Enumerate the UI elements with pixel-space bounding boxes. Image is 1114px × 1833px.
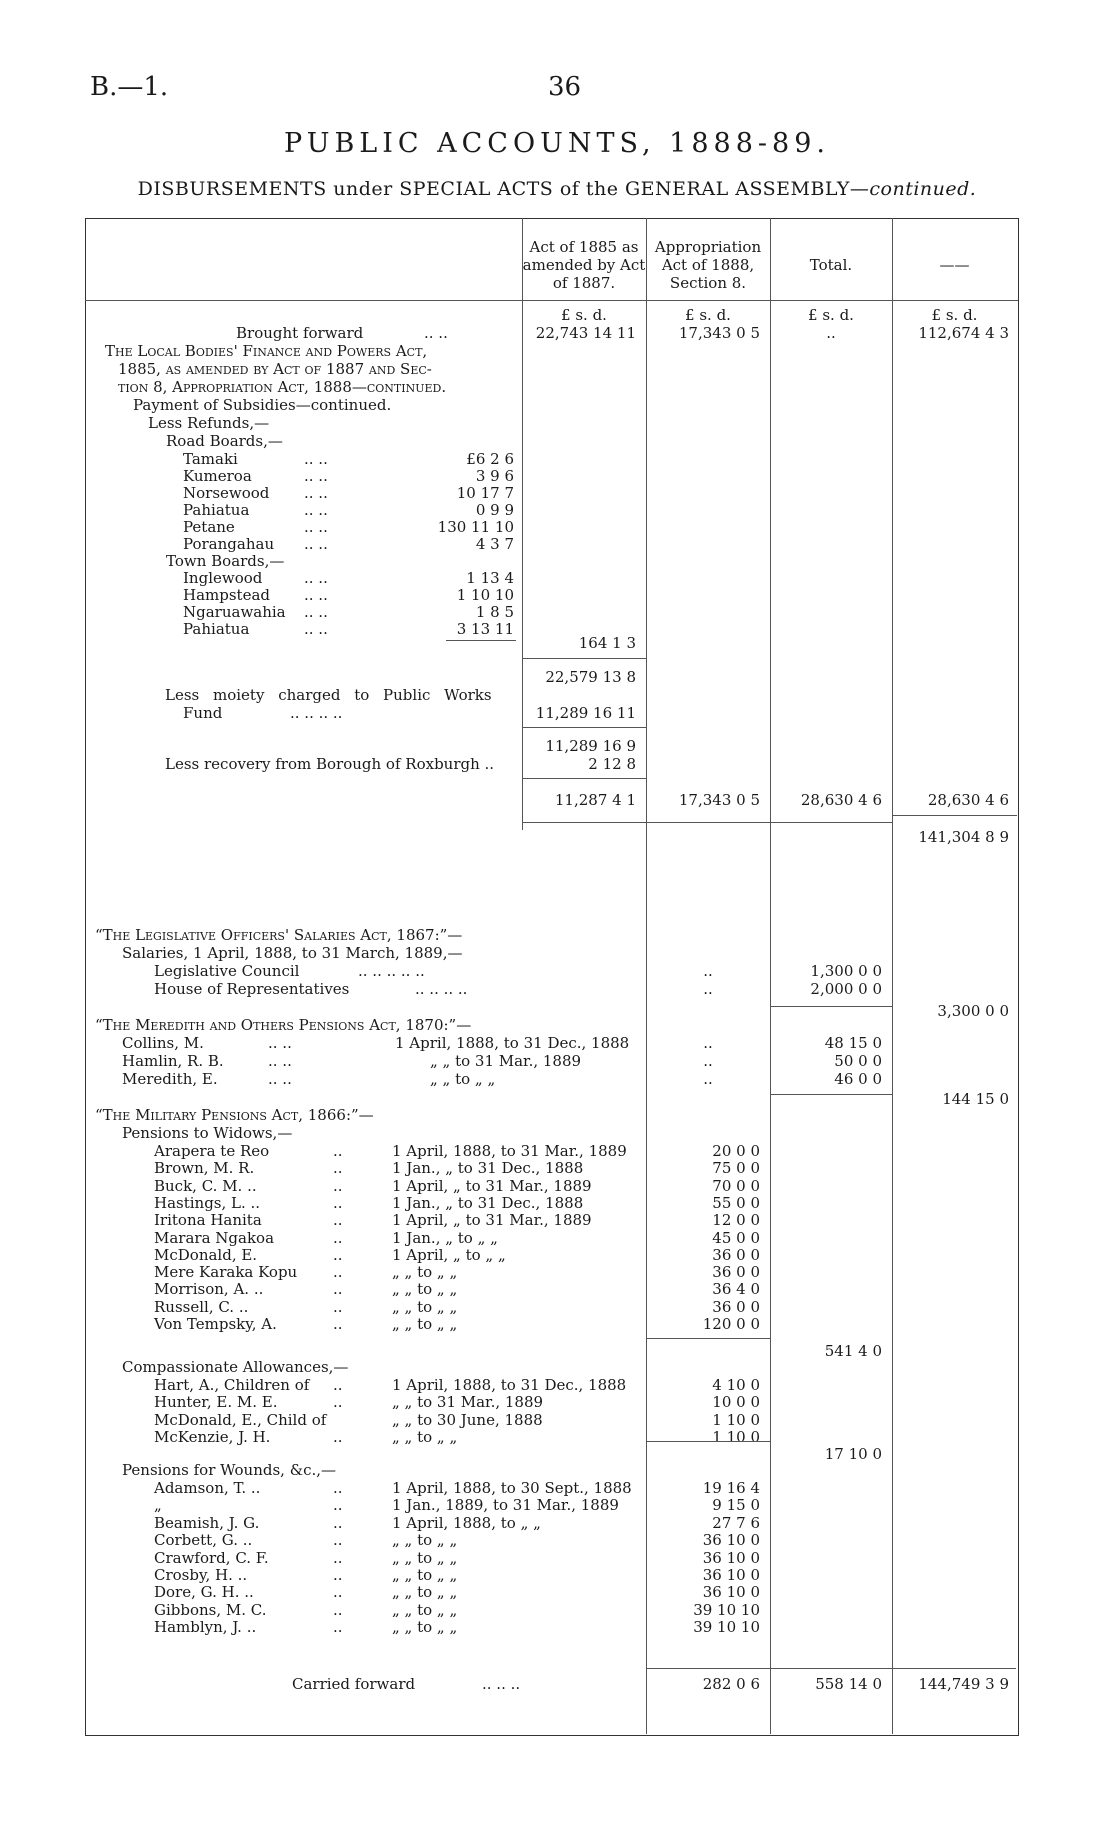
recovery-label: Less recovery from Borough of Roxburgh .. bbox=[165, 755, 495, 773]
col1-lsd: £ s. d. bbox=[561, 306, 607, 324]
compassionate-label: Compassionate Allowances,— bbox=[122, 1358, 349, 1376]
leader-dots: .. bbox=[333, 1548, 343, 1567]
pension-amount: 27 7 6 bbox=[712, 1513, 760, 1532]
pension-amount: 36 10 0 bbox=[702, 1548, 760, 1567]
cf-col3: 558 14 0 bbox=[815, 1675, 882, 1693]
pension-period: „ „ to „ „ bbox=[392, 1566, 458, 1584]
subtotal-rule bbox=[770, 1006, 892, 1007]
legislative-total: 3,300 0 0 bbox=[937, 1002, 1009, 1020]
pension-period: 1 April, 1888, to 31 Mar., 1889 bbox=[392, 1142, 627, 1160]
refund-amount: 1 13 4 bbox=[466, 569, 514, 587]
wounds-label: Pensions for Wounds, &c.,— bbox=[122, 1461, 337, 1479]
widows-label: Pensions to Widows,— bbox=[122, 1124, 293, 1142]
leader-dots: .. bbox=[333, 1263, 343, 1282]
refund-name: Petane bbox=[183, 518, 235, 536]
leader-dots: .. .. bbox=[268, 1070, 292, 1088]
pension-period: „ „ to „ „ bbox=[392, 1297, 458, 1316]
pension-col2: .. bbox=[703, 1052, 713, 1070]
salaries-label: Salaries, 1 April, 1888, to 31 March, 1889,— bbox=[122, 944, 463, 962]
pension-period: 1 April, 1888, to „ „ bbox=[392, 1513, 541, 1532]
pension-amount: 75 0 0 bbox=[712, 1159, 760, 1178]
pension-amount: 48 15 0 bbox=[824, 1034, 882, 1052]
pension-period: „ „ to „ „ bbox=[392, 1280, 458, 1299]
pension-name: Hamlin, R. B. bbox=[122, 1052, 224, 1070]
pension-period: „ „ to 30 June, 1888 bbox=[392, 1410, 543, 1429]
pension-period: 1 April, 1888, to 31 Dec., 1888 bbox=[392, 1376, 627, 1394]
pension-amount: 39 10 10 bbox=[693, 1618, 760, 1637]
pension-amount: 50 0 0 bbox=[834, 1052, 882, 1070]
pension-amount: 39 10 10 bbox=[693, 1600, 760, 1619]
running-total: 141,304 8 9 bbox=[918, 828, 1009, 846]
pension-amount: 55 0 0 bbox=[712, 1193, 760, 1212]
leader-dots: .. bbox=[333, 1228, 343, 1247]
pension-name: Meredith, E. bbox=[122, 1070, 218, 1088]
leader-dots: .. .. bbox=[304, 501, 328, 519]
pension-amount: 36 10 0 bbox=[702, 1566, 760, 1584]
final-col4: 28,630 4 6 bbox=[927, 791, 1009, 809]
salary-col2: .. bbox=[703, 980, 713, 998]
legislative-act-title: “The Legislative Officers' Salaries Act, 1867:”— bbox=[95, 926, 463, 944]
leader-dots: .. .. bbox=[304, 535, 328, 553]
final-col3: 28,630 4 6 bbox=[800, 791, 882, 809]
refund-amount: 130 11 10 bbox=[437, 518, 514, 536]
pension-period: „ „ to „ „ bbox=[392, 1531, 458, 1550]
leader-dots: .. bbox=[333, 1479, 343, 1497]
salary-amount: 2,000 0 0 bbox=[810, 980, 882, 998]
leader-dots: .. bbox=[333, 1280, 343, 1299]
pension-period: 1 April, 1888, to 31 Dec., 1888 bbox=[395, 1034, 630, 1052]
pension-period: 1 April, „ to 31 Mar., 1889 bbox=[392, 1176, 592, 1195]
pensioner-name: Hunter, E. M. E. bbox=[154, 1393, 278, 1412]
town-boards-label: Town Boards,— bbox=[166, 552, 285, 570]
compassionate-total: 17 10 0 bbox=[824, 1445, 882, 1463]
col4-lsd: £ s. d. bbox=[931, 306, 978, 324]
pension-period: 1 Jan., „ to 31 Dec., 1888 bbox=[392, 1193, 584, 1212]
refund-name: Ngaruawahia bbox=[183, 603, 286, 621]
cf-col2: 282 0 6 bbox=[702, 1675, 760, 1693]
pension-period: „ „ to „ „ bbox=[392, 1600, 458, 1619]
pensioner-name: Crawford, C. F. bbox=[154, 1548, 269, 1567]
pension-amount: 70 0 0 bbox=[712, 1176, 760, 1195]
pension-name: Collins, M. bbox=[122, 1034, 204, 1052]
pension-amount: 1 10 0 bbox=[712, 1410, 760, 1429]
pensioner-name: Gibbons, M. C. bbox=[154, 1600, 267, 1619]
pension-period: 1 April, 1888, to 30 Sept., 1888 bbox=[392, 1479, 632, 1497]
net-after-refunds: 22,579 13 8 bbox=[545, 668, 636, 686]
pension-period: 1 April, „ to „ „ bbox=[392, 1245, 506, 1264]
pension-period: „ „ to „ „ bbox=[392, 1263, 458, 1282]
leader-dots: .. bbox=[333, 1427, 343, 1446]
road-boards-label: Road Boards,— bbox=[166, 432, 283, 450]
pensioner-name: Dore, G. H. .. bbox=[154, 1583, 254, 1602]
leader-dots: .. bbox=[333, 1600, 343, 1619]
pension-period: „ „ to „ „ bbox=[430, 1070, 496, 1088]
subtitle-continued: —continued. bbox=[849, 178, 977, 200]
leader-dots: .. bbox=[333, 1531, 343, 1550]
leader-dots: .. bbox=[333, 1513, 343, 1532]
col3-lsd: £ s. d. bbox=[808, 306, 854, 324]
pensioner-name: „ bbox=[154, 1496, 162, 1515]
bf-col2: 17,343 0 5 bbox=[678, 324, 760, 342]
pension-amount: 9 15 0 bbox=[712, 1496, 760, 1515]
pension-amount: 4 10 0 bbox=[712, 1376, 760, 1394]
refund-name: Pahiatua bbox=[183, 501, 250, 519]
carried-forward-label: Carried forward bbox=[292, 1675, 416, 1693]
pension-amount: 36 0 0 bbox=[712, 1245, 760, 1264]
refund-amount: 3 9 6 bbox=[475, 467, 514, 485]
col-rule bbox=[892, 218, 893, 1734]
pensioner-name: Morrison, A. .. bbox=[154, 1280, 264, 1299]
leader-dots: .. bbox=[333, 1315, 343, 1333]
leader-dots: .. bbox=[333, 1496, 343, 1515]
leader-dots: .. .. bbox=[268, 1052, 292, 1070]
pension-col2: .. bbox=[703, 1070, 713, 1088]
act-title-line: tion 8, Appropriation Act, 1888—continued. bbox=[118, 378, 447, 396]
salary-amount: 1,300 0 0 bbox=[810, 962, 882, 980]
brought-forward-label: Brought forward bbox=[236, 324, 364, 342]
bf-col1: 22,743 14 11 bbox=[535, 324, 636, 342]
subtotal-rule bbox=[522, 727, 646, 728]
widows-total: 541 4 0 bbox=[824, 1342, 882, 1360]
pensioner-name: Adamson, T. .. bbox=[154, 1479, 261, 1497]
salary-name: Legislative Council bbox=[154, 962, 300, 980]
pension-period: „ „ to „ „ bbox=[392, 1583, 458, 1602]
refund-name: Norsewood bbox=[183, 484, 270, 502]
act-title-line: The Local Bodies' Finance and Powers Act, bbox=[105, 342, 428, 360]
subtotal-rule bbox=[522, 658, 646, 659]
refund-amount: £6 2 6 bbox=[466, 450, 514, 468]
moiety-label: Less moiety charged to Public Works bbox=[165, 686, 492, 704]
leader-dots: .. .. bbox=[304, 518, 328, 536]
pensioner-name: Von Tempsky, A. bbox=[154, 1315, 277, 1333]
less-refunds-label: Less Refunds,— bbox=[148, 414, 270, 432]
leader-dots: .. bbox=[333, 1211, 343, 1230]
pension-amount: 46 0 0 bbox=[834, 1070, 882, 1088]
pensioner-name: Corbett, G. .. bbox=[154, 1531, 253, 1550]
subtotal-rule bbox=[646, 1338, 770, 1339]
refund-name: Tamaki bbox=[183, 450, 238, 468]
subtitle-text: DISBURSEMENTS under SPECIAL ACTS of the GENERAL ASSEMBLY bbox=[137, 178, 850, 200]
refund-name: Hampstead bbox=[183, 586, 270, 604]
pension-period: 1 April, „ to 31 Mar., 1889 bbox=[392, 1211, 592, 1230]
leader-dots: .. .. bbox=[268, 1034, 292, 1052]
pension-amount: 120 0 0 bbox=[702, 1315, 760, 1333]
page-subtitle bbox=[0, 178, 1114, 200]
bf-col4: 112,674 4 3 bbox=[918, 324, 1009, 342]
pensioner-name: Hart, A., Children of bbox=[154, 1376, 310, 1394]
leader-dots: .. .. .. .. .. bbox=[358, 962, 425, 980]
col1-heading: Act of 1885 as amended by Act of 1887. bbox=[522, 238, 646, 292]
pension-period: 1 Jan., „ to „ „ bbox=[392, 1228, 498, 1247]
refund-name: Porangahau bbox=[183, 535, 275, 553]
moiety-amount: 11,289 16 11 bbox=[535, 704, 636, 722]
recovery-amount: 2 12 8 bbox=[588, 755, 636, 773]
refund-name: Inglewood bbox=[183, 569, 263, 587]
leader-dots: .. .. bbox=[304, 569, 328, 587]
leader-dots: .. bbox=[333, 1142, 343, 1160]
refund-amount: 1 8 5 bbox=[475, 603, 514, 621]
pension-amount: 36 0 0 bbox=[712, 1263, 760, 1282]
pension-amount: 10 0 0 bbox=[712, 1393, 760, 1412]
leader-dots: .. bbox=[333, 1393, 343, 1412]
pension-period: „ „ to 31 Mar., 1889 bbox=[430, 1052, 582, 1070]
pension-amount: 20 0 0 bbox=[712, 1142, 760, 1160]
leader-dots: .. bbox=[333, 1159, 343, 1178]
bf-col3: .. bbox=[826, 324, 836, 342]
military-act-title: “The Military Pensions Act, 1866:”— bbox=[95, 1106, 374, 1124]
leader-dots: .. bbox=[333, 1297, 343, 1316]
pension-amount: 36 0 0 bbox=[712, 1297, 760, 1316]
leader-dots: .. .. bbox=[424, 324, 448, 342]
total-rule bbox=[646, 1668, 1016, 1669]
pension-amount: 1 10 0 bbox=[712, 1427, 760, 1446]
pensioner-name: Hastings, L. .. bbox=[154, 1193, 261, 1212]
moiety-label-cont: Fund bbox=[183, 704, 223, 722]
pension-period: „ „ to „ „ bbox=[392, 1427, 458, 1446]
pensioner-name: Russell, C. .. bbox=[154, 1297, 249, 1316]
leader-dots: .. .. bbox=[304, 586, 328, 604]
leader-dots: .. bbox=[333, 1245, 343, 1264]
refund-amount: 0 9 9 bbox=[475, 501, 514, 519]
pensioner-name: Crosby, H. .. bbox=[154, 1566, 248, 1584]
net-after-moiety: 11,289 16 9 bbox=[545, 737, 636, 755]
leader-dots: .. bbox=[333, 1193, 343, 1212]
total-rule bbox=[522, 822, 892, 823]
pension-period: 1 Jan., „ to 31 Dec., 1888 bbox=[392, 1159, 584, 1178]
col2-lsd: £ s. d. bbox=[685, 306, 731, 324]
cf-col4: 144,749 3 9 bbox=[918, 1675, 1009, 1693]
page-number: 36 bbox=[548, 72, 582, 102]
pension-period: „ „ to „ „ bbox=[392, 1315, 458, 1333]
pensioner-name: Buck, C. M. .. bbox=[154, 1176, 257, 1195]
pensioner-name: Beamish, J. G. bbox=[154, 1513, 260, 1532]
pensioner-name: Hamblyn, J. .. bbox=[154, 1618, 257, 1637]
pensioner-name: Marara Ngakoa bbox=[154, 1228, 275, 1247]
leader-dots: .. .. bbox=[304, 450, 328, 468]
leader-dots: .. bbox=[333, 1376, 343, 1394]
salary-name: House of Representatives bbox=[154, 980, 350, 998]
leader-dots: .. .. bbox=[304, 467, 328, 485]
subtotal-rule bbox=[446, 640, 516, 641]
refund-amount: 4 3 7 bbox=[475, 535, 514, 553]
leader-dots: .. .. .. .. bbox=[415, 980, 468, 998]
pension-amount: 12 0 0 bbox=[712, 1211, 760, 1230]
total-rule bbox=[892, 815, 1017, 816]
refund-amount: 3 13 11 bbox=[456, 620, 514, 638]
subsidies-label: Payment of Subsidies—continued. bbox=[133, 396, 392, 414]
leader-dots: .. bbox=[333, 1566, 343, 1584]
page-title: PUBLIC ACCOUNTS, 1888-89. bbox=[284, 128, 830, 159]
pensioner-name: McKenzie, J. H. bbox=[154, 1427, 271, 1446]
col3-heading: Total. bbox=[809, 256, 853, 274]
subtotal-rule bbox=[770, 1094, 892, 1095]
pension-period: „ „ to „ „ bbox=[392, 1618, 458, 1637]
pensioner-name: McDonald, E. bbox=[154, 1245, 258, 1264]
col2-heading: Appropriation Act of 1888, Section 8. bbox=[654, 238, 762, 292]
pension-col2: .. bbox=[703, 1034, 713, 1052]
leader-dots: .. .. .. .. bbox=[290, 704, 343, 722]
pension-period: 1 Jan., 1889, to 31 Mar., 1889 bbox=[392, 1496, 619, 1515]
pension-amount: 36 10 0 bbox=[702, 1531, 760, 1550]
meredith-total: 144 15 0 bbox=[942, 1090, 1009, 1108]
pension-period: „ „ to „ „ bbox=[392, 1548, 458, 1567]
pensioner-name: Arapera te Reo bbox=[154, 1142, 270, 1160]
final-col1: 11,287 4 1 bbox=[554, 791, 636, 809]
pensioner-name: McDonald, E., Child of bbox=[154, 1410, 327, 1429]
pension-amount: 19 16 4 bbox=[702, 1479, 760, 1497]
refund-amount: 10 17 7 bbox=[456, 484, 514, 502]
refunds-total: 164 1 3 bbox=[578, 634, 636, 652]
pensioner-name: Mere Karaka Kopu bbox=[154, 1263, 298, 1282]
final-col2: 17,343 0 5 bbox=[678, 791, 760, 809]
pension-amount: 36 4 0 bbox=[712, 1280, 760, 1299]
leader-dots: .. .. bbox=[304, 620, 328, 638]
pension-amount: 36 10 0 bbox=[702, 1583, 760, 1602]
refund-name: Kumeroa bbox=[183, 467, 252, 485]
refund-name: Pahiatua bbox=[183, 620, 250, 638]
leader-dots: .. bbox=[333, 1176, 343, 1195]
subtotal-rule bbox=[646, 1441, 770, 1442]
leader-dots: .. bbox=[333, 1583, 343, 1602]
act-title-line: 1885, as amended by Act of 1887 and Sec- bbox=[118, 360, 432, 378]
leader-dots: .. bbox=[333, 1618, 343, 1637]
salary-col2: .. bbox=[703, 962, 713, 980]
pension-period: „ „ to 31 Mar., 1889 bbox=[392, 1393, 544, 1412]
page-ref: B.—1. bbox=[90, 72, 169, 102]
leader-dots: .. .. bbox=[304, 603, 328, 621]
leader-dots: .. .. bbox=[304, 484, 328, 502]
pensioner-name: Iritona Hanita bbox=[154, 1211, 262, 1230]
leader-dots: .. .. .. bbox=[482, 1675, 521, 1693]
col4-heading: —— bbox=[939, 256, 970, 274]
pension-amount: 45 0 0 bbox=[712, 1228, 760, 1247]
meredith-act-title: “The Meredith and Others Pensions Act, 1870:”— bbox=[95, 1016, 472, 1034]
pensioner-name: Brown, M. R. bbox=[154, 1159, 255, 1178]
refund-amount: 1 10 10 bbox=[456, 586, 514, 604]
heading-rule bbox=[85, 300, 1018, 301]
subtotal-rule bbox=[522, 778, 646, 779]
